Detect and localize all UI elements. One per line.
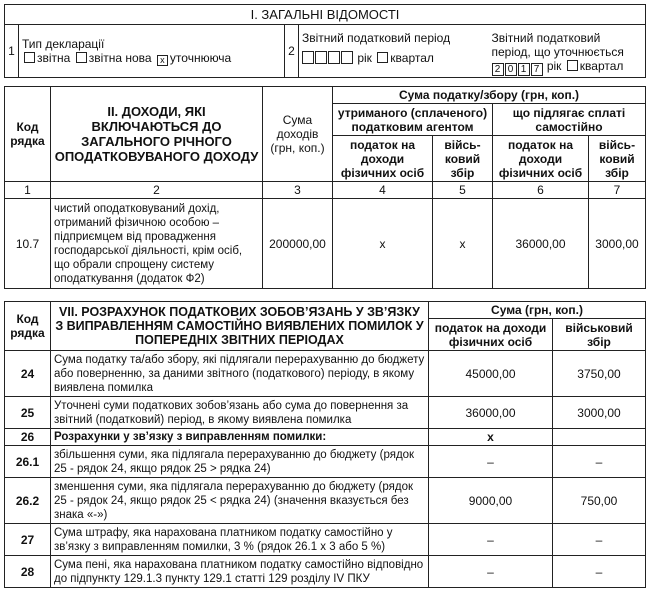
tax-sum-header: Сума податку/збору (грн, коп.)	[333, 87, 646, 104]
row-description: Сума податку та/або збору, які підлягали перерахуванню до бюджету або поверненню, за даними звітного (податкового) періоду, в якому виявлена помилка	[51, 351, 429, 397]
row-code: 27	[5, 524, 51, 556]
year-digit-box[interactable]: 0	[505, 63, 517, 76]
section-2-title: II. ДОХОДИ, ЯКІ ВКЛЮЧАЮТЬСЯ ДО ЗАГАЛЬНОГО РІЧНОГО ОПОДАТКОВУВАНОГО ДОХОДУ	[51, 87, 263, 182]
table-row	[5, 556, 646, 588]
table-row	[5, 351, 646, 397]
reporting-period-cell	[299, 25, 489, 78]
pdfo-value: –	[429, 556, 553, 588]
column-number: 6	[493, 182, 589, 199]
self-pdfo-value: 36000,00	[493, 199, 589, 289]
year-digit-box[interactable]: 7	[531, 63, 543, 76]
pdfo-value: 45000,00	[429, 351, 553, 397]
pdfo-header: податок на доходи фізичних осіб	[429, 319, 553, 351]
row-code: 10.7	[5, 199, 51, 289]
row-description: зменшення суми, яка підлягала перерахуванню до бюджету (рядок 25 - рядок 24, якщо рядок 25 < рядка 24) (значення вказується без знака «-»)	[51, 478, 429, 524]
table-row	[5, 478, 646, 524]
column-number: 3	[263, 182, 333, 199]
year-digit-box[interactable]	[328, 51, 340, 64]
table-row	[5, 397, 646, 429]
code-header: Код рядка	[5, 302, 51, 351]
sum-header: Сума (грн, коп.)	[429, 302, 646, 319]
year-digit-box[interactable]: 1	[518, 63, 530, 76]
row-code: 28	[5, 556, 51, 588]
row-number: 1	[5, 25, 19, 78]
pdfo-value: –	[429, 524, 553, 556]
income-sum-value: 200000,00	[263, 199, 333, 289]
quarter-word: квартал	[390, 51, 434, 65]
pdfo-header: податок на доходи фізичних осіб	[333, 136, 433, 182]
military-value	[553, 429, 646, 446]
row-description: чистий оподатковуваний дохід, отриманий фізичною особою – підприємцем від провадження господарської діяльності, крім осіб, що обрали спрощену систему оподаткування (додаток Ф2)	[51, 199, 263, 289]
column-number: 1	[5, 182, 51, 199]
declaration-type-label: Тип декларації	[22, 36, 105, 51]
reporting-period-label: Звітний податковий період	[302, 31, 451, 45]
row-description: Уточнені суми податкових зобов’язань або сума до повернення за звітний (податковий) період, в якому виявлена помилка	[51, 397, 429, 429]
military-value: 3000,00	[553, 397, 646, 429]
column-number: 5	[433, 182, 493, 199]
self-military-value: 3000,00	[589, 199, 646, 289]
pdfo-value: x	[429, 429, 553, 446]
self-paid-header: що підлягає сплаті самостійно	[493, 104, 646, 136]
column-number: 4	[333, 182, 433, 199]
income-sum-header: Сума доходів (грн, коп.)	[263, 87, 333, 182]
column-number: 7	[589, 182, 646, 199]
section-1-title: I. ЗАГАЛЬНІ ВІДОМОСТІ	[5, 5, 646, 25]
pdfo-value: 36000,00	[429, 397, 553, 429]
military-value: –	[553, 524, 646, 556]
year-digit-box[interactable]	[341, 51, 353, 64]
checkbox-utochnyuyucha[interactable]: x	[157, 55, 168, 66]
corrected-period-label-b: період, що уточнюється	[491, 45, 624, 59]
year-digit-box[interactable]	[315, 51, 327, 64]
military-header: військовий збір	[553, 319, 646, 351]
row-code: 26	[5, 429, 51, 446]
row-code: 24	[5, 351, 51, 397]
row-description: Сума штрафу, яка нарахована платником податку самостійно у зв’язку з виправленням помилки, 3 % (рядок 26.1 х 3 або 5 %)	[51, 524, 429, 556]
table-row	[5, 199, 646, 289]
corrected-period-label-a: Звітний податковий	[491, 31, 601, 45]
corrections-table	[4, 301, 646, 588]
quarter-checkbox[interactable]	[377, 52, 388, 63]
option-utochnyuyucha: уточнююча	[169, 50, 232, 65]
military-value: 3750,00	[553, 351, 646, 397]
table-row	[5, 524, 646, 556]
withheld-military-value: x	[433, 199, 493, 289]
military-value: –	[553, 556, 646, 588]
withheld-pdfo-value: x	[333, 199, 433, 289]
military-header: військовий збір	[589, 136, 646, 182]
section-7-title: VII. РОЗРАХУНОК ПОДАТКОВИХ ЗОБОВ’ЯЗАНЬ У ЗВ’ЯЗКУ З ВИПРАВЛЕННЯМ САМОСТІЙНО ВИЯВЛЕНИХ ПОМИЛОК У ПОПЕРЕДНІХ ЗВІТНИХ ПЕРІОДАХ	[51, 302, 429, 351]
general-info-table	[4, 4, 646, 78]
table-row	[5, 446, 646, 478]
quarter-word: квартал	[579, 59, 624, 73]
row-code: 25	[5, 397, 51, 429]
checkbox-zvitna[interactable]	[24, 52, 35, 63]
checkbox-zvitna-nova[interactable]	[76, 52, 87, 63]
year-digit-box[interactable]	[302, 51, 314, 64]
row-description: збільшення суми, яка підлягала перерахуванню до бюджету (рядок 25 - рядок 24, якщо рядок 25 > рядка 24)	[51, 446, 429, 478]
code-header: Код рядка	[5, 87, 51, 182]
pdfo-value: –	[429, 446, 553, 478]
pdfo-value: 9000,00	[429, 478, 553, 524]
military-value: –	[553, 446, 646, 478]
declaration-type-cell	[19, 25, 285, 78]
pdfo-header: податок на доходи фізичних осіб	[493, 136, 589, 182]
withheld-header: утриманого (сплаченого) податковим агентом	[333, 104, 493, 136]
military-header: військовий збір	[433, 136, 493, 182]
row-code: 26.1	[5, 446, 51, 478]
year-word: рік	[357, 51, 372, 65]
military-value: 750,00	[553, 478, 646, 524]
quarter-checkbox[interactable]	[567, 60, 578, 71]
option-zvitna: звітна	[37, 50, 71, 65]
corrected-period-cell	[489, 25, 646, 78]
column-number: 2	[51, 182, 263, 199]
row-description: Розрахунки у зв’язку з виправленням помилки:	[51, 429, 429, 446]
row-code: 26.2	[5, 478, 51, 524]
year-digit-box[interactable]: 2	[492, 63, 504, 76]
option-zvitna-nova: звітна нова	[88, 50, 152, 65]
table-row	[5, 429, 646, 446]
row-description: Сума пені, яка нарахована платником податку самостійно відповідно до підпункту 129.1.3 пункту 129.1 статті 129 розділу IV ПКУ	[51, 556, 429, 588]
year-word: рік	[546, 59, 562, 73]
income-table	[4, 86, 646, 289]
row-number: 2	[285, 25, 299, 78]
